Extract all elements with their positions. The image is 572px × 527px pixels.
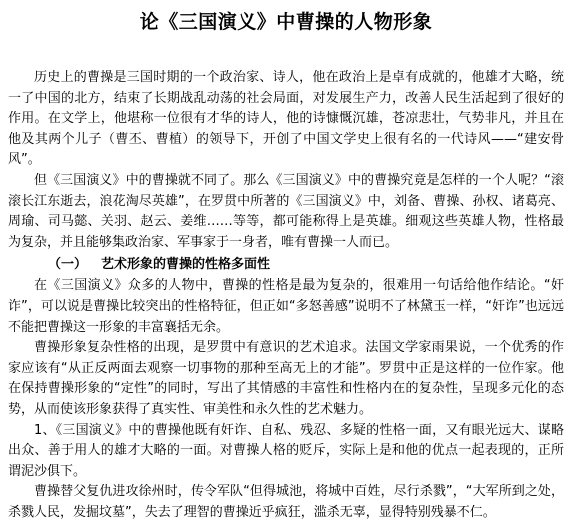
paragraph-artistic-pursuit: 曹操形象复杂性格的出现，是罗贯中有意识的艺术追求。法国文学家雨果说，一个优秀的作家应该有“从正反两面去观察一切事物的那种至高无上的才能”。罗贯中正是这样的一位作家。他在保持曹操形象的“定性”的同时，写出了其情感的丰富性和性格内在的复杂性，呈现多元化的态势，从而使该形象获得了真实性、审美性和永久性的艺术魅力。 bbox=[8, 340, 564, 417]
document-title: 论《三国演义》中曹操的人物形象 bbox=[139, 11, 433, 33]
section-heading bbox=[8, 254, 564, 275]
paragraph-complex-character: 在《三国演义》众多的人物中，曹操的性格是最为复杂的，很难用一句话给他作结论。“奸诈”，可以说是曹操比较突出的性格特征，但正如“多怒善感”说明不了林黛玉一样，“奸诈”也远远不能把曹操这一形象的丰富襄括无余。 bbox=[8, 278, 564, 335]
paragraph-novel-cao-cao: 但《三国演义》中的曹操就不同了。那么《三国演义》中的曹操究竟是怎样的一个人呢？“滚滚长江东逝去，浪花淘尽英雄”，在罗贯中所著的《三国演义》中，刘备、曹操、孙权、诸葛亮、周瑜、司马懿、关羽、赵云、姜维……等等，都可能称得上是英雄。细观这些英雄人物，性格最为复杂，并且能够集政治家、军事家于一身者，唯有曹操一人而已。 bbox=[8, 172, 564, 250]
paragraph-xuzhou-revenge: 曹操替父复仇进攻徐州时，传令军队“但得城池，将城中百姓，尽行杀戮”，“大军所到之处，杀戮人民，发掘坟墓”，失去了理智的曹操近乎疯狂，滥杀无辜，显得特别残暴不仁。 bbox=[8, 484, 564, 520]
paragraph-point-one: 1、《三国演义》中的曹操他既有奸诈、自私、残忍、多疑的性格一面，又有眼光远大、谋略出众、善于用人的雄才大略的一面。对曹操人格的贬斥，实际上是和他的优点一起表现的，正所谓泥沙俱下。 bbox=[8, 422, 564, 479]
section-number: （一） bbox=[48, 257, 88, 273]
section-heading-text: 艺术形象的曹操的性格多面性 bbox=[101, 257, 271, 273]
paragraph-history-cao-cao: 历史上的曹操是三国时期的一个政治家、诗人，他在政治上是卓有成就的，他雄才大略，统一了中国的北方，结束了长期战乱动荡的社会局面，对发展生产力，改善人民生活起到了很好的作用。在文学上，他堪称一位很有才华的诗人，他的诗慷慨沉雄，苍凉悲壮，气势非凡，并且在他及其两个儿子（曹丕、曹植）的领导下，开创了中国文学史上很有名的一代诗风——“建安骨风”。 bbox=[8, 70, 564, 168]
